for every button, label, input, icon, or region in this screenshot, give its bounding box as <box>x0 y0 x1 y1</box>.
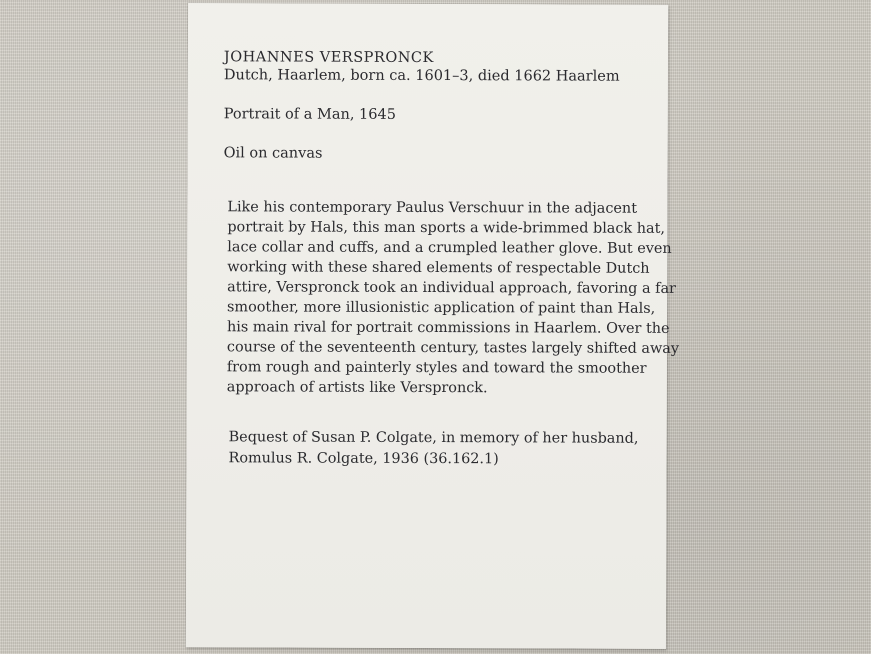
description-line: portrait by Hals, this man sports a wide-brimmed black hat, <box>227 219 665 237</box>
description-line: lace collar and cuffs, and a crumpled leather glove. But even <box>227 239 672 257</box>
description-line: Like his contemporary Paulus Verschuur in the adjacent <box>227 199 638 217</box>
description-paragraph <box>226 197 680 398</box>
credit-line-text: Bequest of Susan P. Colgate, in memory of her husband, <box>228 429 639 447</box>
credit-line <box>228 427 648 470</box>
description-line: attire, Verspronck took an individual approach, favoring a far <box>227 279 676 297</box>
description-line: working with these shared elements of respectable Dutch <box>227 259 650 277</box>
description-line: from rough and painterly styles and toward the smoother <box>226 359 647 377</box>
description-line: course of the seventeenth century, tastes largely shifted away <box>226 339 680 357</box>
artist-bio: Dutch, Haarlem, born ca. 1601–3, died 1662 Haarlem <box>223 67 620 85</box>
description-line: his main rival for portrait commissions in Haarlem. Over the <box>226 319 670 337</box>
description-line: approach of artists like Verspronck. <box>226 379 488 397</box>
artist-name: JOHANNES VERSPRONCK <box>223 49 434 67</box>
description-line: smoother, more illusionistic application of paint than Hals, <box>227 299 656 317</box>
museum-wall-label <box>186 3 680 649</box>
credit-line-text: Romulus R. Colgate, 1936 (36.162.1) <box>228 450 499 468</box>
artwork-medium: Oil on canvas <box>223 145 323 162</box>
artwork-title: Portrait of a Man, 1645 <box>223 106 396 123</box>
